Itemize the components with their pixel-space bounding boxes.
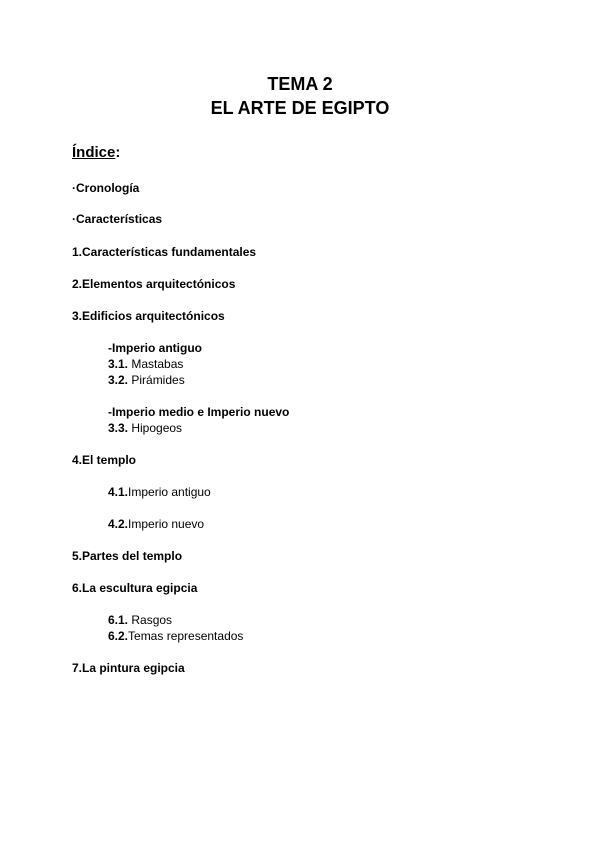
- subitem-number: 4.2.: [108, 517, 129, 531]
- subitem-label: Hipogeos: [128, 421, 183, 435]
- index-item-2: 2.Elementos arquitectónicos: [72, 277, 236, 291]
- index-subitem-3-3: [108, 421, 182, 436]
- index-heading: [72, 144, 120, 162]
- subitem-number: 3.3.: [108, 421, 129, 435]
- index-subitem-4-2: [108, 517, 204, 532]
- subitem-label: Mastabas: [128, 357, 184, 371]
- index-subitem-4-1: [108, 485, 211, 500]
- subitem-label: Pirámides: [128, 373, 185, 387]
- subitem-number: 6.2.: [108, 629, 129, 643]
- index-subitem-6-1: [108, 613, 172, 628]
- subitem-number: 6.1.: [108, 613, 129, 627]
- index-subitem-3-2: [108, 373, 185, 388]
- index-heading-colon: :: [115, 144, 121, 161]
- subitem-number: 3.2.: [108, 373, 129, 387]
- subitem-label: Imperio nuevo: [128, 517, 205, 531]
- document-title-line1: TEMA 2: [267, 74, 333, 94]
- subitem-number: 4.1.: [108, 485, 129, 499]
- index-subitem-3-1: [108, 357, 183, 372]
- subitem-label: Imperio antiguo: [128, 485, 211, 499]
- index-group-imperio-medio-nuevo: -Imperio medio e Imperio nuevo: [108, 405, 290, 419]
- index-item-5: 5.Partes del templo: [72, 549, 183, 563]
- index-item-caracteristicas: ·Características: [72, 212, 163, 226]
- index-heading-text: Índice: [72, 144, 116, 161]
- document-title-line2: EL ARTE DE EGIPTO: [210, 98, 390, 118]
- index-item-1: 1.Características fundamentales: [72, 245, 257, 259]
- subitem-number: 3.1.: [108, 357, 129, 371]
- subitem-label: Rasgos: [128, 613, 173, 627]
- index-group-imperio-antiguo: -Imperio antiguo: [108, 341, 202, 355]
- index-item-4: 4.El templo: [72, 453, 137, 467]
- index-item-cronologia: ·Cronología: [72, 181, 140, 195]
- index-item-7: 7.La pintura egipcia: [72, 661, 185, 675]
- index-item-3: 3.Edificios arquitectónicos: [72, 309, 225, 323]
- index-subitem-6-2: [108, 629, 243, 644]
- subitem-label: Temas representados: [128, 629, 244, 643]
- index-item-6: 6.La escultura egipcia: [72, 581, 198, 595]
